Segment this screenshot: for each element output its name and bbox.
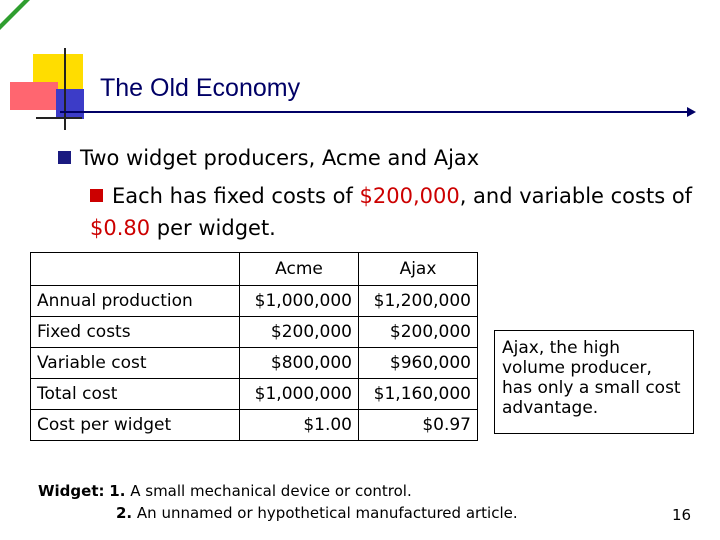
footnote-number-1: 1. [109, 482, 126, 500]
bullet-level2-post: per widget. [150, 216, 276, 240]
table-row [31, 410, 478, 441]
table-header-ajax: Ajax [359, 253, 478, 286]
footnote-term: Widget: [38, 482, 105, 500]
acme-value: $1.00 [240, 410, 359, 441]
page-number: 16 [672, 506, 692, 524]
ajax-value: $1,200,000 [359, 286, 478, 317]
row-label: Total cost [31, 379, 240, 410]
table-header-row [31, 253, 478, 286]
footnote-definition-2: An unnamed or hypothetical manufactured article. [136, 504, 518, 522]
title-rule [60, 111, 690, 113]
acme-value: $1,000,000 [240, 286, 359, 317]
footnote-definition-1: A small mechanical device or control. [130, 482, 412, 500]
table-row [31, 379, 478, 410]
bullet-level2-pre: Each has fixed costs of [112, 184, 360, 208]
arrow-head-icon [687, 107, 696, 117]
ajax-value: $1,160,000 [359, 379, 478, 410]
footnote-line-1 [38, 480, 518, 502]
square-bullet-icon [58, 151, 71, 164]
acme-value: $800,000 [240, 348, 359, 379]
fixed-cost-value: $200,000 [359, 184, 460, 208]
footnote [38, 480, 518, 524]
decorative-blue-square [56, 89, 84, 119]
corner-decoration-inner [0, 0, 24, 24]
row-label: Fixed costs [31, 317, 240, 348]
bullet-level2-mid: , and variable costs of [459, 184, 693, 208]
cost-comparison-table [30, 252, 478, 441]
footnote-number-2: 2. [116, 504, 133, 522]
square-bullet-icon [90, 189, 103, 202]
table-row [31, 317, 478, 348]
ajax-value: $960,000 [359, 348, 478, 379]
ajax-value: $200,000 [359, 317, 478, 348]
decorative-horizontal-line [36, 117, 82, 119]
table-header-cell [31, 253, 240, 286]
decorative-red-block [10, 82, 58, 110]
table-row [31, 286, 478, 317]
callout-box: Ajax, the high volume producer, has only a small cost advantage. [494, 330, 694, 434]
row-label: Cost per widget [31, 410, 240, 441]
row-label: Annual production [31, 286, 240, 317]
variable-cost-value: $0.80 [90, 216, 151, 240]
bullet-level1 [58, 146, 479, 170]
table-row [31, 348, 478, 379]
bullet-level1-text: Two widget producers, Acme and Ajax [80, 146, 480, 170]
table-header-acme: Acme [240, 253, 359, 286]
acme-value: $1,000,000 [240, 379, 359, 410]
acme-value: $200,000 [240, 317, 359, 348]
footnote-line-2 [38, 502, 518, 524]
slide-title: The Old Economy [100, 74, 301, 102]
bullet-level2 [90, 180, 710, 244]
row-label: Variable cost [31, 348, 240, 379]
ajax-value: $0.97 [359, 410, 478, 441]
